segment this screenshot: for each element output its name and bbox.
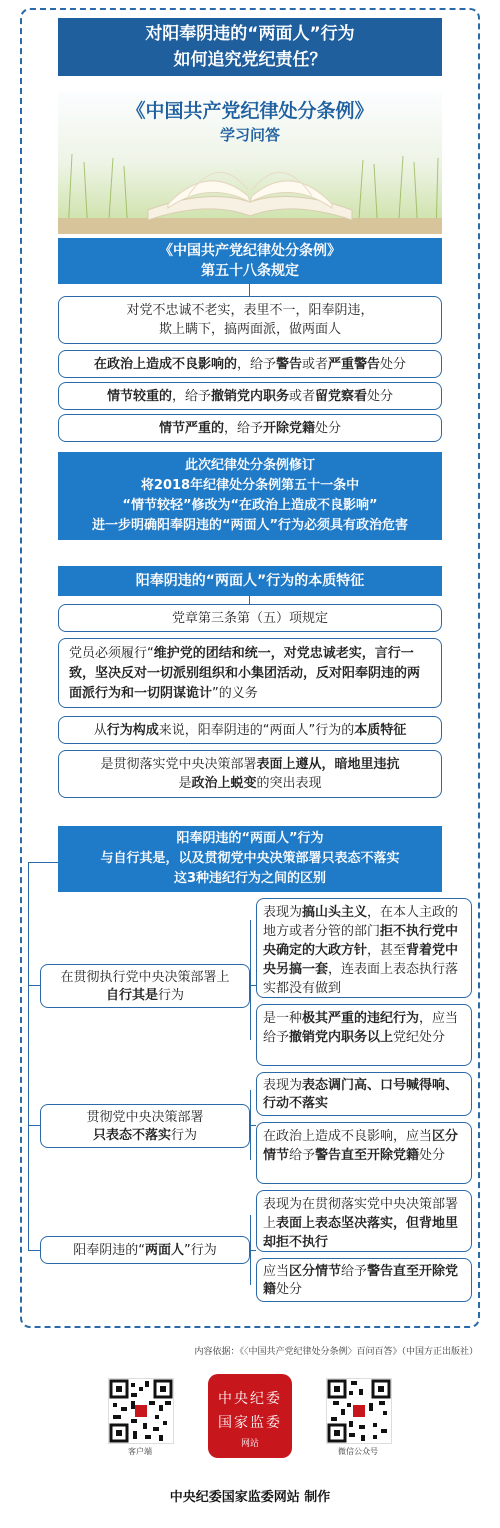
emphasis: 背着党中央另搞一套 [263, 943, 459, 977]
section2-line-1: 此次纪律处分条例修订 [184, 458, 315, 473]
text: ，应当给予 [263, 1011, 459, 1045]
site-logo[interactable] [208, 1374, 292, 1458]
text: 在政治上造成不良影响，应当 [263, 1129, 433, 1144]
comparison-item-1 [40, 964, 250, 1008]
text: 是贯彻落实党中央决策部署 [100, 757, 257, 772]
penalty-row-2 [58, 382, 442, 410]
qr-code-icon [327, 1379, 391, 1443]
emphasis: 区分情节 [289, 1264, 342, 1279]
emphasis: 表面上表态坚决落实，但背地里却拒不执行 [263, 1216, 459, 1250]
qr-caption-wechat: 微信公众号 [338, 1447, 378, 1456]
logo-line-2: 国家监委 [218, 1415, 282, 1431]
section1-banner-line-2: 第五十八条规定 [201, 263, 299, 279]
section3-banner [58, 566, 442, 596]
tree-connector [28, 985, 40, 986]
penalty: 严重警告 [328, 357, 381, 372]
text: ，给予 [171, 389, 211, 404]
comparison-item-2 [40, 1104, 250, 1148]
item2-detail-1 [256, 1072, 472, 1116]
penalty: 留党察看 [315, 389, 368, 404]
emphasis: 警告直至开除党籍 [263, 1264, 459, 1297]
title-line-1: 对阳奉阴违的“两面人”行为 [145, 24, 355, 44]
penalty-row-1 [58, 350, 442, 378]
label-text: ”行为 [184, 1243, 217, 1258]
item3-detail-2 [256, 1258, 472, 1302]
branch-connector [250, 1250, 256, 1251]
penalty: 警告 [275, 357, 302, 372]
charter-reference [58, 604, 442, 632]
text: 或者 [302, 357, 329, 372]
qr-code-wechat[interactable] [326, 1378, 392, 1444]
text: ，连表面上表态执行落实都没有做到 [263, 962, 459, 996]
emphasis: 表面上遵从，暗地里违抗 [256, 757, 400, 772]
label-emphasis: 只表态不落实 [92, 1128, 171, 1143]
essence-detail [58, 750, 442, 798]
tree-connector [28, 862, 58, 863]
text: 处分 [276, 1282, 303, 1297]
emphasis: 搞山头主义 [302, 905, 368, 920]
section4-banner-line-2: 与自行其是，以及贯彻党中央决策部署只表态不落实 [100, 851, 400, 866]
logo-line-3: 网站 [240, 1439, 259, 1449]
section1-banner [58, 238, 442, 284]
item2-detail-2 [256, 1122, 472, 1184]
emphasis: 区分情节 [263, 1129, 459, 1163]
label-emphasis: 两面人 [144, 1243, 184, 1258]
text: ，甚至 [367, 943, 407, 958]
text: 是 [178, 776, 192, 791]
item3-detail-1 [256, 1190, 472, 1252]
text: 给予 [289, 1148, 316, 1163]
essence-statement [58, 716, 442, 744]
intro-line-1: 对党不忠诚不老实，表里不一，阳奉阴违， [126, 303, 374, 318]
qr-caption-client: 客户端 [128, 1447, 152, 1456]
emphasis: 本质特征 [354, 723, 407, 738]
emphasis: 政治上蜕变 [191, 776, 257, 791]
section4-banner-line-1: 阳奉阴违的“两面人”行为 [176, 831, 324, 846]
text: 是一种 [263, 1011, 303, 1026]
hero-subtitle: 学习问答 [219, 126, 280, 144]
text: 处分 [380, 357, 407, 372]
section2-line-4: 进一步明确阳奉阴违的“两面人”行为必须具有政治危害 [91, 518, 409, 533]
intro-line-2: 欺上瞒下，搞两面派，做两面人 [158, 322, 341, 337]
penalty-condition: 情节严重的 [158, 421, 224, 436]
section1-banner-line-1: 《中国共产党纪律处分条例》 [159, 243, 341, 259]
text: 党员必须履行“ [69, 646, 154, 661]
emphasis: 拒不执行党中央确定的大政方针 [263, 924, 459, 958]
penalty: 开除党籍 [263, 421, 316, 436]
text: 或者 [289, 389, 316, 404]
text: ，给予 [223, 421, 263, 436]
text: ”的义务 [212, 686, 258, 701]
label-text: 在贯彻执行党中央决策部署上 [60, 970, 230, 985]
penalty-row-3 [58, 414, 442, 442]
text: 处分 [419, 1148, 446, 1163]
tree-connector [28, 1125, 40, 1126]
text: 表现为 [263, 905, 303, 920]
tree-connector [28, 1250, 40, 1251]
text: ，在本人主政的地方或者分管的部门 [263, 905, 459, 939]
comparison-item-3 [40, 1236, 250, 1264]
item1-detail-2 [256, 1004, 472, 1066]
penalty-condition: 情节较重的 [106, 389, 172, 404]
section2-line-3: “情节较轻”修改为“在政治上造成不良影响” [122, 498, 378, 513]
text: 处分 [367, 389, 394, 404]
text: 从 [93, 723, 107, 738]
item1-detail-1 [256, 898, 472, 998]
text: 表现为在贯彻落实党中央决策部署上 [263, 1197, 459, 1231]
text: 应当 [263, 1264, 290, 1279]
text: 来说，阳奉阴违的“两面人”行为的 [158, 723, 355, 738]
branch-connector [250, 920, 251, 1040]
section1-intro [58, 296, 442, 344]
title-line-2: 如何追究党纪责任？ [173, 50, 327, 70]
label-text: 行为 [158, 988, 185, 1003]
text: 给予 [341, 1264, 368, 1279]
producer-credit: 中央纪委国家监委网站 制作 [169, 1490, 331, 1505]
duty-content: 维护党的团结和统一，对党忠诚老实，言行一致，坚决反对一切派别组织和小集团活动，反对阳奉阴违的两面派行为和一切阴谋诡计 [69, 646, 421, 701]
source-note: 内容依据：《〈中国共产党纪律处分条例〉百问百答》（中国方正出版社） [194, 1347, 478, 1357]
text: 处分 [315, 421, 342, 436]
section2-line-2: 将2018年纪律处分条例第五十一条中 [140, 478, 360, 493]
section4-banner-line-3: 这3种违纪行为之间的区别 [173, 871, 327, 886]
emphasis: 警告直至开除党籍 [315, 1148, 420, 1163]
emphasis: 表态调门高、口号喊得响、行动不落实 [263, 1078, 459, 1111]
penalty-condition: 在政治上造成不良影响的 [93, 357, 237, 372]
emphasis: 极其严重的违纪行为 [302, 1011, 420, 1026]
penalty: 撤销党内职务 [210, 389, 289, 404]
member-duty [58, 638, 442, 708]
qr-code-icon [109, 1379, 173, 1443]
hero-book-image [58, 92, 442, 234]
label-text: 行为 [171, 1128, 198, 1143]
text: 党纪处分 [393, 1030, 446, 1045]
branch-connector [250, 1125, 256, 1126]
emphasis: 行为构成 [106, 723, 159, 738]
label-text: 阳奉阴违的“ [73, 1243, 145, 1258]
section3-banner-text: 阳奉阴违的“两面人”行为的本质特征 [135, 573, 365, 589]
label-emphasis: 自行其是 [105, 988, 158, 1003]
hero-title: 《中国共产党纪律处分条例》 [126, 100, 374, 122]
section2-banner [58, 452, 442, 540]
qr-code-client[interactable] [108, 1378, 174, 1444]
emphasis: 撤销党内职务以上 [289, 1030, 394, 1045]
connector [249, 596, 250, 604]
connector [249, 284, 250, 296]
tree-trunk [28, 862, 29, 1250]
charter-text: 党章第三条第（五）项规定 [171, 611, 328, 626]
text: 表现为 [263, 1078, 303, 1093]
label-text: 贯彻党中央决策部署 [86, 1110, 204, 1125]
text: 的突出表现 [256, 776, 322, 791]
logo-line-1: 中央纪委 [218, 1391, 282, 1407]
page-title [58, 18, 442, 76]
text: ，给予 [236, 357, 276, 372]
section4-banner [58, 826, 442, 892]
